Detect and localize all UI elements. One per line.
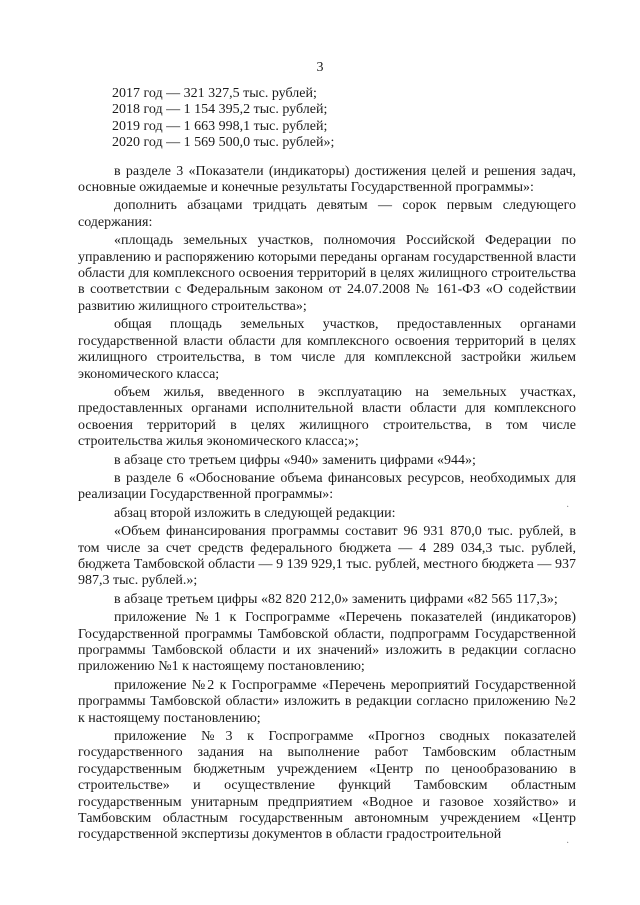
paragraph-second-abzac: абзац второй изложить в следующей редакции: bbox=[114, 505, 396, 521]
page-number: 3 bbox=[316, 60, 324, 75]
paragraph-land-area: «площадь земельных участков, полномочия Российской Федерации по управлению и распоряжению которыми переданы органам государственной власти области для комплексного освоения территорий в целях жилищного строительства в соответствии с Федеральным законом от 24.07.2008 № 161-ФЗ «О содействии развитию жилищного строительства»; bbox=[78, 233, 576, 314]
financing-line-2019: 2019 год — 1 663 998,1 тыс. рублей; bbox=[112, 118, 328, 134]
paragraph-appendix-1: приложение №1 к Госпрограмме «Перечень показателей (индикаторов) Государственной программы Тамбовской области, подпрограмм Государственной программы Тамбовской области и их значений» изложить в редакции согласно приложению №1 к настоящему постановлению; bbox=[78, 610, 576, 675]
financing-line-2018: 2018 год — 1 154 395,2 тыс. рублей; bbox=[112, 102, 328, 118]
paragraph-appendix-2: приложение №2 к Госпрограмме «Перечень мероприятий Государственной программы Тамбовской области» изложить в редакции согласно приложению №2 к настоящему постановлению; bbox=[78, 677, 576, 726]
paragraph-housing-volume: объем жилья, введенного в эксплуатацию на земельных участках, предоставленных органами исполнительной власти области для комплексного освоения территорий в целях жилищного строительства, в том числе строительства жилья экономического класса;»; bbox=[78, 384, 576, 450]
financing-line-2017: 2017 год — 321 327,5 тыс. рублей; bbox=[112, 86, 317, 101]
paragraph-financing-volume: «Объем финансирования программы составит 96 931 870,0 тыс. рублей, в том числе за счет средств федерального бюджета — 4 289 034,3 тыс. рублей, бюджета Тамбовской области — 9 139 929,1 тыс. рублей, местного бюджета — 937 987,3 тыс. рублей.»; bbox=[78, 524, 576, 589]
scan-speck: · bbox=[566, 502, 570, 513]
paragraph-third-abzac: в абзаце третьем цифры «82 820 212,0» заменить цифрами «82 565 117,3»; bbox=[114, 591, 558, 607]
paragraph-add-paragraphs: дополнить абзацами тридцать девятым — сорок первым следующего содержания: bbox=[78, 198, 576, 230]
paragraph-figures-940: в абзаце сто третьем цифры «940» заменить цифрами «944»; bbox=[114, 452, 476, 468]
paragraph-section3: в разделе 3 «Показатели (индикаторы) достижения целей и решения задач, основные ожидаемые и конечные результаты Государственной программы»: bbox=[78, 163, 576, 196]
paragraph-appendix-3: приложение №3 к Госпрограмме «Прогноз сводных показателей государственного задания на выполнение работ Тамбовским областным государственным бюджетным учреждением «Центр по ценообразованию в строительстве» и осуществление функций Тамбовским областным государственным унитарным предприятием «Водное и газовое хозяйство» и Тамбовским областным государственным автономным учреждением «Центр государственной экспертизы документов в области градостроительной bbox=[78, 729, 576, 843]
document-body bbox=[78, 86, 576, 846]
paragraph-section6: в разделе 6 «Обоснование объема финансовых ресурсов, необходимых для реализации Государственной программы»: bbox=[78, 470, 576, 503]
financing-line-2020: 2020 год — 1 569 500,0 тыс. рублей»; bbox=[112, 135, 335, 151]
scan-speck: · bbox=[566, 838, 570, 849]
paragraph-total-land-area: общая площадь земельных участков, предоставленных органами государственной власти области для комплексного освоения территорий в целях жилищного строительства, в том числе для комплексной застройки жильем экономического класса; bbox=[78, 317, 576, 382]
